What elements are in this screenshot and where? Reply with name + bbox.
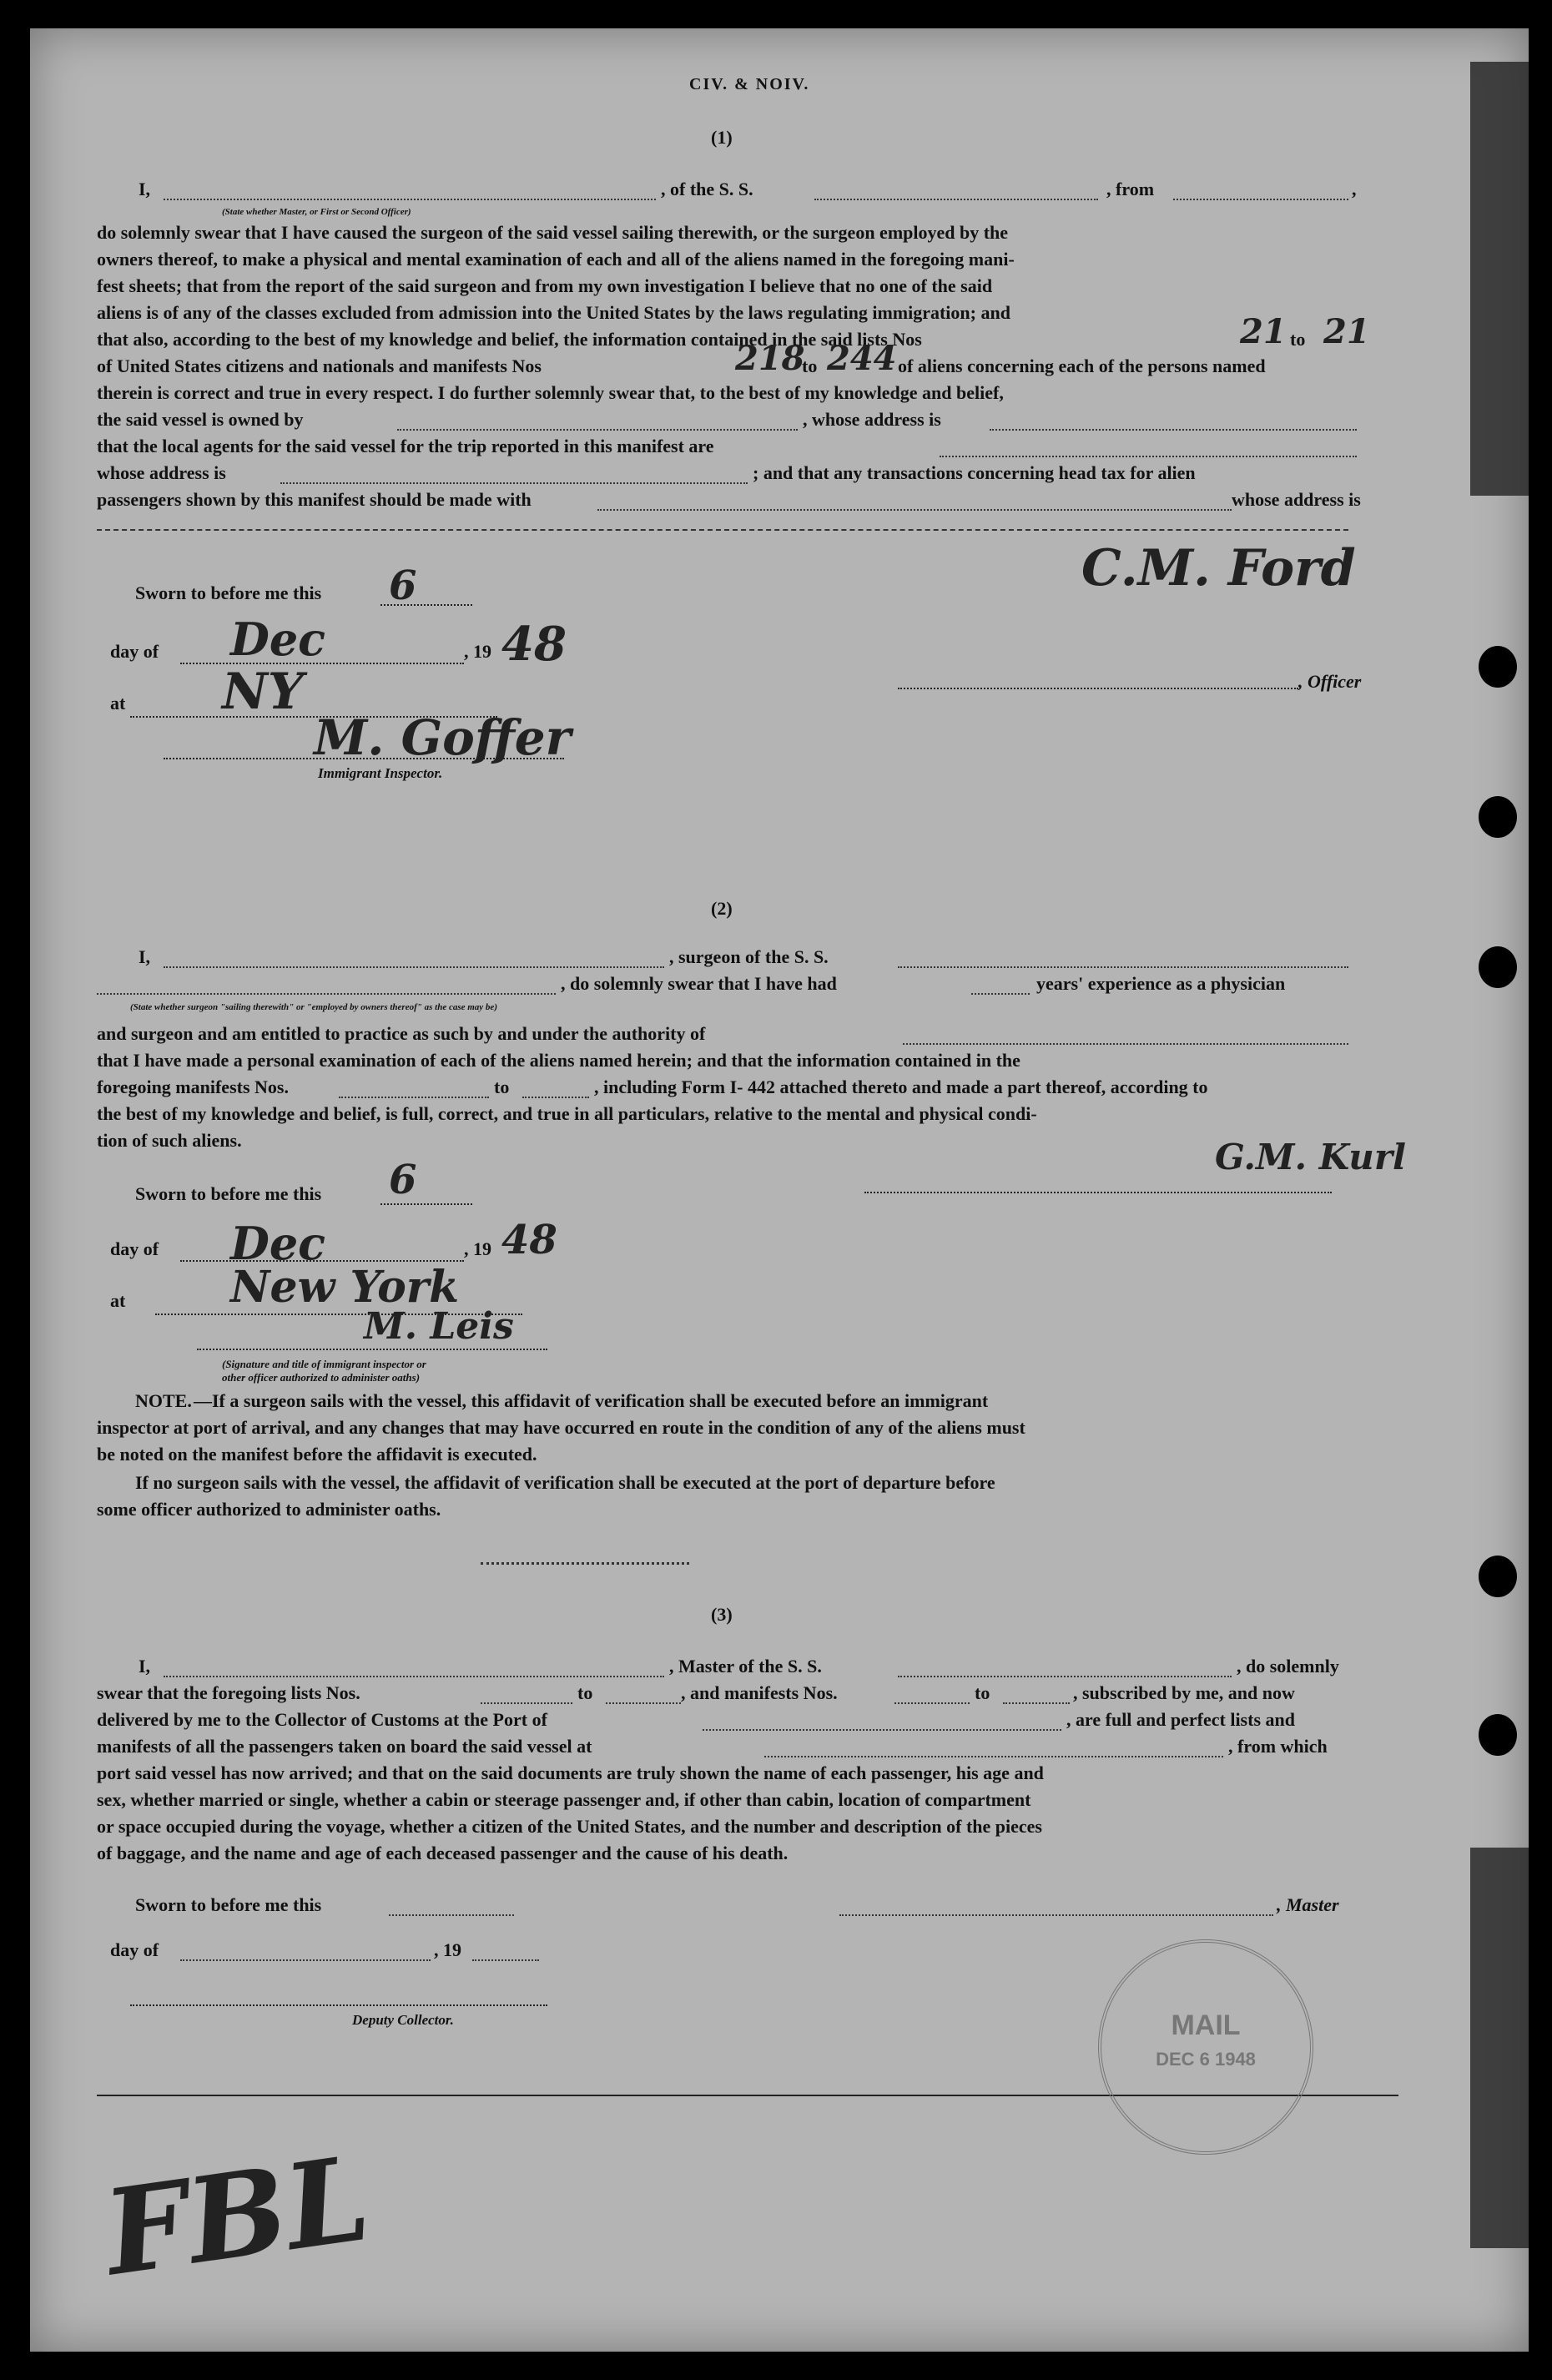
note-2-line: If no surgeon sails with the vessel, the affidavit of verification shall be executed at the port of departure before: [135, 1472, 995, 1493]
section-1-number: (1): [711, 127, 733, 148]
s3-year-prefix: , 19: [434, 1939, 461, 1960]
s2-day-of: day of: [110, 1238, 159, 1259]
s3-l4-b: , from which: [1228, 1736, 1328, 1757]
officer-label: , Officer: [1298, 671, 1362, 692]
s1-line: the said vessel is owned by: [97, 409, 304, 430]
s3-l2-b: to: [577, 1682, 593, 1703]
s2-line: that I have made a personal examination of each of the aliens named herein; and that the information contained in the: [97, 1050, 1020, 1071]
agents-field[interactable]: [940, 436, 1357, 457]
scan-shadow-bottom: [1470, 1848, 1529, 2248]
hw-lists-to: 21: [1323, 312, 1370, 351]
s1-from-field[interactable]: [1173, 179, 1348, 200]
s2-day-rule: [380, 1203, 472, 1205]
s2-divider: [481, 1562, 689, 1565]
s2-capacity-field[interactable]: [97, 973, 556, 995]
authority-field[interactable]: [903, 1023, 1348, 1045]
s2-surgeon-label: , surgeon of the S. S.: [669, 946, 829, 967]
s3-line: sex, whether married or single, whether a cabin or steerage passenger and, if other than cabin, location of compartment: [97, 1789, 1031, 1810]
s1-inspector-rule: [164, 758, 564, 759]
s2-surgeon-field[interactable]: [164, 946, 664, 968]
hw-s2-day: 6: [389, 1157, 417, 1203]
s2-at: at: [110, 1290, 126, 1311]
surgeon-note: (State whether surgeon "sailing therewith" or "employed by owners thereof" as the case may be): [130, 1002, 497, 1012]
note-2-line: some officer authorized to administer oaths.: [97, 1499, 441, 1520]
stamp-line-1: MAIL: [1171, 2009, 1241, 2041]
note-1-line: —If a surgeon sails with the vessel, this affidavit of verification shall be executed before an immigrant: [194, 1390, 989, 1411]
owner-field[interactable]: [397, 409, 798, 431]
s1-manifests-tail: of aliens concerning each of the persons named: [898, 355, 1266, 376]
head-tax-text: ; and that any transactions concerning head tax for alien: [753, 462, 1196, 483]
s1-at: at: [110, 693, 126, 713]
s1-manifests-to: to: [802, 355, 818, 376]
s2-sig-rule: [197, 1349, 547, 1350]
hw-lists-from: 21: [1240, 312, 1287, 351]
s3-l1-c: , do solemnly: [1237, 1656, 1339, 1677]
s3-day-field[interactable]: [180, 1939, 431, 1961]
hw-s2-year: 48: [501, 1217, 557, 1263]
s2-line: tion of such aliens.: [97, 1130, 242, 1151]
hw-s2-place: New York: [230, 1262, 460, 1313]
s1-day-rule: [380, 604, 472, 606]
stamp-line-2: DEC 6 1948: [1156, 2049, 1256, 2070]
s2-vessel-field[interactable]: [898, 946, 1348, 968]
s3-deputy-rule: [130, 2004, 547, 2006]
punch-hole: [1479, 1714, 1517, 1756]
s3-port-field[interactable]: [703, 1709, 1061, 1731]
hw-officer-signature: C.M. Ford: [1081, 539, 1356, 598]
s1-vessel-label: , of the S. S.: [661, 179, 753, 199]
s1-line: aliens is of any of the classes excluded from admission into the United States by the laws regulating immigration; and: [97, 302, 1010, 323]
surgeon-sig-rule: [864, 1192, 1332, 1193]
s1-sworn: Sworn to before me this: [135, 582, 322, 603]
owner-address-label: , whose address is: [803, 409, 941, 430]
hw-s2-month: Dec: [230, 1217, 326, 1270]
s1-day-of: day of: [110, 641, 159, 662]
s3-lists-from-field[interactable]: [481, 1682, 572, 1704]
section-3-number: (3): [711, 1604, 733, 1625]
s2-manifests-from-field[interactable]: [339, 1077, 489, 1098]
sig-caption-2: other officer authorized to administer oaths): [222, 1371, 421, 1384]
punch-hole: [1479, 1556, 1517, 1597]
hw-s2-inspector-signature: M. Leis: [364, 1305, 514, 1348]
s3-line: or space occupied during the voyage, whether a citizen of the United States, and the number and description of the pieces: [97, 1816, 1042, 1837]
s3-l2-a: swear that the foregoing lists Nos.: [97, 1682, 360, 1703]
s1-line: passengers shown by this manifest should be made with: [97, 489, 532, 510]
s3-l1-a: I,: [139, 1656, 151, 1677]
s3-vessel-field[interactable]: [898, 1656, 1232, 1677]
hw-bottom-initials: FBL: [97, 2130, 378, 2303]
s1-officer-field[interactable]: [164, 179, 656, 200]
note-label: NOTE.: [135, 1390, 192, 1411]
s1-trailing: ,: [1352, 179, 1357, 199]
hw-manifests-from: 218: [735, 339, 805, 378]
note-1-line: be noted on the manifest before the affidavit is executed.: [97, 1444, 537, 1465]
s1-line: fest sheets; that from the report of the said surgeon and from my own investigation I believe that no one of the said: [97, 275, 993, 296]
officer-note: (State whether Master, or First or Second Officer): [222, 207, 411, 217]
s3-year-field[interactable]: [472, 1939, 539, 1961]
head-tax-party-field[interactable]: [597, 489, 1232, 511]
s3-lists-to-field[interactable]: [606, 1682, 681, 1704]
hw-s1-month: Dec: [230, 613, 326, 666]
s3-master-label: , Master: [1277, 1894, 1339, 1915]
s1-line: of United States citizens and nationals and manifests Nos: [97, 355, 542, 376]
s1-line: therein is correct and true in every respect. I do further solemnly swear that, to the best of my knowledge and belief,: [97, 382, 1004, 403]
hw-manifests-to: 244: [827, 339, 897, 378]
section-2-number: (2): [711, 898, 733, 919]
s3-sworn: Sworn to before me this: [135, 1894, 322, 1915]
s2-line2: , do solemnly swear that I have had: [561, 973, 837, 994]
punch-hole: [1479, 796, 1517, 838]
s3-day-of: day of: [110, 1939, 159, 1960]
officer-sig-rule: [898, 688, 1298, 689]
s3-l3-a: delivered by me to the Collector of Customs at the Port of: [97, 1709, 547, 1730]
s1-address-rule: [97, 529, 1348, 531]
s3-master-field[interactable]: [164, 1656, 664, 1677]
s2-line: the best of my knowledge and belief, is full, correct, and true in all particulars, relative to the mental and physical condi-: [97, 1103, 1037, 1124]
s2-form-text: , including Form I- 442 attached thereto and made a part thereof, according to: [594, 1077, 1208, 1097]
s1-line: do solemnly swear that I have caused the surgeon of the said vessel sailing therewith, or the surgeon employed by the: [97, 222, 1009, 243]
owner-address-field[interactable]: [990, 409, 1357, 431]
s2-prefix: I,: [139, 946, 151, 967]
s3-line: of baggage, and the name and age of each deceased passenger and the cause of his death.: [97, 1843, 789, 1863]
s1-line: whose address is: [97, 462, 226, 483]
s2-line: foregoing manifests Nos.: [97, 1077, 289, 1097]
s1-prefix: I,: [139, 179, 151, 199]
s3-manifests-from-field[interactable]: [894, 1682, 970, 1704]
s1-line: owners thereof, to make a physical and mental examination of each and all of the aliens named in the foregoing mani-: [97, 249, 1015, 270]
punch-hole: [1479, 946, 1517, 988]
inspector-caption: Immigrant Inspector.: [318, 765, 443, 781]
s1-lists-to: to: [1290, 329, 1306, 350]
s3-manifests-to-field[interactable]: [1003, 1682, 1070, 1704]
punch-hole: [1479, 646, 1517, 688]
postmark-stamp: [1098, 1939, 1313, 2155]
s1-line: that also, according to the best of my knowledge and belief, the information contained in the said lists Nos: [97, 329, 922, 350]
s1-line: that the local agents for the said vessel for the trip reported in this manifest are: [97, 436, 714, 456]
s3-l3-b: , are full and perfect lists and: [1066, 1709, 1295, 1730]
s3-line: port said vessel has now arrived; and that on the said documents are truly shown the name of each passenger, his age and: [97, 1762, 1044, 1783]
agents-address-field[interactable]: [280, 462, 748, 484]
s3-l2-d: to: [975, 1682, 990, 1703]
hw-s1-year: 48: [501, 617, 567, 672]
hw-surgeon-signature: G.M. Kurl: [1215, 1137, 1406, 1177]
s3-l4-a: manifests of all the passengers taken on board the said vessel at: [97, 1736, 592, 1757]
sig-caption-1: (Signature and title of immigrant inspector or: [222, 1358, 426, 1370]
s2-line2-tail: years' experience as a physician: [1036, 973, 1286, 994]
s3-master-sig-field[interactable]: [839, 1894, 1273, 1916]
s1-year-prefix: , 19: [464, 641, 491, 662]
deputy-caption: Deputy Collector.: [352, 2012, 454, 2028]
scan-shadow-top: [1470, 62, 1529, 496]
s2-manifests-to: to: [494, 1077, 510, 1097]
s2-year-prefix: , 19: [464, 1238, 491, 1259]
s3-l2-e: , subscribed by me, and now: [1073, 1682, 1295, 1703]
note-1-line: inspector at port of arrival, and any changes that may have occurred en route in the condition of any of the aliens must: [97, 1417, 1025, 1438]
s1-whose-address: whose address is: [1232, 489, 1361, 510]
hw-s1-place: NY: [222, 663, 304, 721]
s3-l2-c: , and manifests Nos.: [681, 1682, 838, 1703]
hw-s1-day: 6: [389, 562, 417, 609]
s1-from-label: , from: [1106, 179, 1155, 199]
s2-years-field[interactable]: [971, 973, 1030, 995]
manifest-page: [30, 28, 1529, 2352]
s1-vessel-field[interactable]: [814, 179, 1098, 200]
s3-sworn-field[interactable]: [389, 1894, 514, 1916]
s3-port-embarked-field[interactable]: [764, 1736, 1223, 1757]
s2-manifests-to-field[interactable]: [522, 1077, 589, 1098]
header-stamp: CIV. & NOIV.: [689, 75, 810, 93]
s3-l1-b: , Master of the S. S.: [669, 1656, 822, 1677]
s2-sworn: Sworn to before me this: [135, 1183, 322, 1204]
s2-line: and surgeon and am entitled to practice as such by and under the authority of: [97, 1023, 706, 1044]
hw-inspector-signature: M. Goffer: [314, 709, 572, 766]
